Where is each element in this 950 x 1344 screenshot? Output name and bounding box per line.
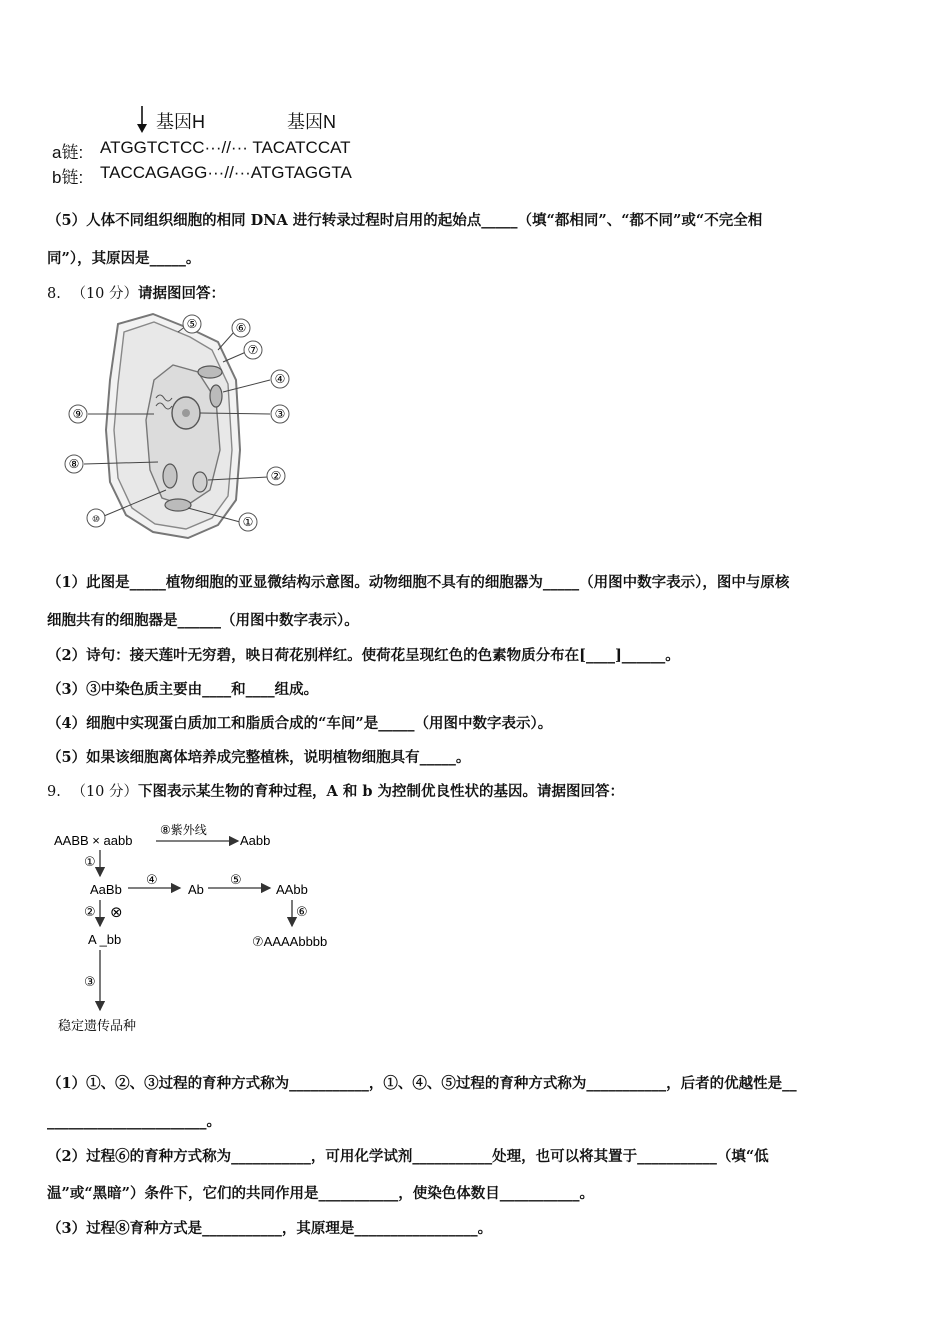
svg-text:③: ③ [274,407,286,421]
q9-part3: （3）过程⑧育种方式是___________，其原理是_________________。 [47,1220,493,1237]
q8-part1-line1: （1）此图是_____植物细胞的亚显微结构示意图。动物细胞不具有的细胞器为_____（用图中数字表示），图中与原核 [47,574,790,591]
q9-number: 9. [47,784,61,800]
step1-label: ① [84,854,96,869]
cell-label-1 [239,513,257,531]
cell-label-6 [232,319,250,337]
gene-h-label: 基因H [156,112,205,132]
svg-text:①: ① [242,515,254,529]
plant-cell-diagram [58,310,298,548]
cell-label-3 [271,405,289,423]
svg-text:⑤: ⑤ [186,317,198,331]
cell-label-10 [87,509,105,527]
cell-label-5 [183,315,201,333]
step4-label: ④ [146,872,158,887]
a-chain-sequence: ATGGTCTCC···//··· TACATCCAT [100,138,351,157]
cell-label-2 [267,467,285,485]
svg-text:②: ② [270,469,282,483]
svg-text:⑦: ⑦ [247,343,259,357]
step3-label: ③ [84,974,96,989]
cell-label-9 [69,405,87,423]
breeding-flow-svg [52,818,352,1038]
svg-text:⑥: ⑥ [235,321,247,335]
q8-part4: （4）细胞中实现蛋白质加工和脂质合成的“车间”是_____（用图中数字表示）。 [47,715,553,732]
final-variety-label: 稳定遗传品种 [58,1018,137,1033]
q7-part5-line2: 同”），其原因是_____。 [47,250,201,267]
f2-label: A _bb [88,932,122,947]
gene-figure [50,100,380,190]
gene-n-label: 基因N [287,112,336,132]
q7-part5-line1: （5）人体不同组织细胞的相同 DNA 进行转录过程时启用的起始点_____（填“都相同”、“都不同”或“不完全相 [47,212,763,229]
doubled-label: AAbb [276,882,308,897]
a-chain-label: a链: [52,143,84,162]
q8-part3: （3）③中染色质主要由____和____组成。 [47,681,319,698]
svg-text:⑧: ⑧ [68,457,80,471]
svg-text:⑩: ⑩ [91,514,101,524]
q8-score: （10 分） [71,286,139,302]
q8-number: 8. [47,286,61,302]
q8-prompt: 请据图回答： [138,285,226,302]
q9-part2-line2: 温”或“黑暗”）条件下，它们的共同作用是___________，使染色体数目___________。 [47,1185,595,1202]
uv-result-label: Aabb [240,833,271,848]
step6-label: ⑥ [296,904,308,919]
b-chain-label: b链: [52,168,84,187]
breeding-flow-diagram [52,818,352,1038]
svg-text:⑨: ⑨ [72,407,84,421]
step2-label: ② [84,904,96,919]
cell-label-4 [271,370,289,388]
down-arrow-icon [136,106,148,134]
haploid-label: Ab [188,882,204,897]
q9-part2-line1: （2）过程⑥的育种方式称为___________，可用化学试剂___________处理，也可以将其置于___________（填“低 [47,1148,769,1165]
q8-part1-line2: 细胞共有的细胞器是______（用图中数字表示）。 [47,612,359,629]
step5-label: ⑤ [230,872,242,887]
q8-part5: （5）如果该细胞离体培养成完整植株，说明植物细胞具有_____。 [47,749,471,766]
uv-step-label: ⑧紫外线 [160,823,207,837]
q8-header [47,284,225,304]
q9-part1-line2: ______________________。 [47,1113,221,1130]
self-cross-icon: ⊗ [110,904,123,921]
parents-label: AABB × aabb [54,833,133,848]
cell-label-7 [244,341,262,359]
cell-label-8 [65,455,83,473]
b-chain-sequence: TACCAGAGG···//···ATGTAGGTA [100,163,352,182]
plant-cell-svg [58,310,298,548]
q9-prompt: 下图表示某生物的育种过程，A 和 b 为控制优良性状的基因。请据图回答： [138,783,625,800]
q9-part1-line1: （1）①、②、③过程的育种方式称为___________，①、④、⑤过程的育种方式称为___________，后者的优越性是__ [47,1075,797,1092]
tetraploid-label: ⑦AAAAbbbb [252,934,328,949]
q9-header [47,782,624,802]
f1-label: AaBb [90,882,122,897]
svg-text:④: ④ [274,372,286,386]
q9-score: （10 分） [71,784,139,800]
q8-part2: （2）诗句：接天莲叶无穷碧，映日荷花别样红。使荷花呈现红色的色素物质分布在[____]______。 [47,647,680,664]
